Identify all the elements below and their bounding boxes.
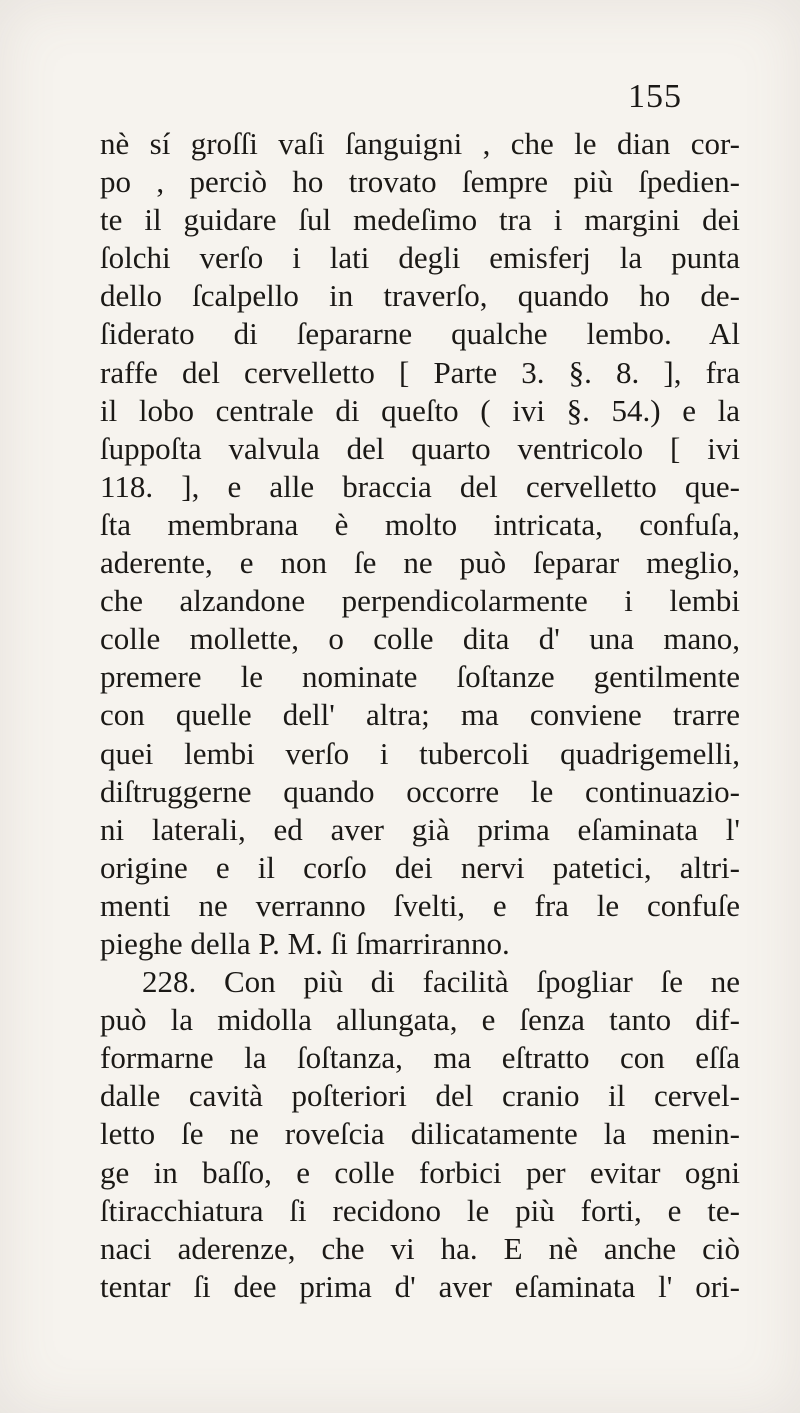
text-line: quei lembi verſo i tubercoli quadrigemelli,	[100, 735, 740, 771]
text-line: nè sí groſſi vaſi ſanguigni , che le dian cor-	[100, 126, 740, 161]
text-line: ſiderato di ſepararne qualche lembo. Al	[100, 316, 740, 352]
text-line: aderente, e non ſe ne può ſeparar meglio,	[100, 545, 740, 581]
text-line: ge in baſſo, e colle forbici per evitar ogni	[100, 1154, 740, 1190]
text-line: diſtruggerne quando occorre le continuazio-	[100, 773, 740, 809]
text-line: con quelle dell' altra; ma conviene trarre	[100, 697, 740, 733]
text-line: te il guidare ſul medeſimo tra i margini dei	[100, 202, 740, 238]
text-line: ſtiracchiatura ſi recidono le più forti, e te-	[100, 1192, 740, 1228]
text-line: il lobo centrale di queſto ( ivi §. 54.) e la	[100, 392, 740, 428]
body-text	[100, 125, 740, 1306]
text-line: premere le nominate ſoſtanze gentilmente	[100, 659, 740, 695]
text-line: menti ne verranno ſvelti, e fra le confuſe	[100, 887, 740, 923]
text-line: colle mollette, o colle dita d' una mano,	[100, 621, 740, 657]
text-line: po , perciò ho trovato ſempre più ſpedien-	[100, 164, 740, 200]
paragraph-end-line: pieghe della P. M. ſi ſmarriranno.	[100, 925, 510, 961]
text-line: 118. ], e alle braccia del cervelletto que-	[100, 468, 740, 504]
text-line: ſuppoſta valvula del quarto ventricolo [ ivi	[100, 430, 740, 466]
text-line: ſolchi verſo i lati degli emisferj la punta	[100, 240, 740, 276]
text-line: naci aderenze, che vi ha. E nè anche ciò	[100, 1230, 740, 1266]
text-line: ni laterali, ed aver già prima eſaminata l'	[100, 811, 740, 847]
text-line: ſta membrana è molto intricata, confuſa,	[100, 506, 740, 542]
page-number: 155	[628, 78, 682, 115]
paragraph-start-line: 228. Con più di facilità ſpogliar ſe ne	[142, 964, 740, 1000]
text-line: formarne la ſoſtanza, ma eſtratto con eſſa	[100, 1040, 740, 1076]
text-line: raffe del cervelletto [ Parte 3. §. 8. ], fra	[100, 354, 740, 390]
text-line: può la midolla allungata, e ſenza tanto dif-	[100, 1002, 740, 1038]
text-line: dello ſcalpello in traverſo, quando ho de-	[100, 278, 740, 314]
text-line: letto ſe ne roveſcia dilicatamente la menin-	[100, 1116, 740, 1152]
text-line: origine e il corſo dei nervi patetici, altri-	[100, 849, 740, 885]
text-line: tentar ſi dee prima d' aver eſaminata l' ori-	[100, 1268, 740, 1304]
text-line: che alzandone perpendicolarmente i lembi	[100, 583, 740, 619]
text-line: dalle cavità poſteriori del cranio il cervel-	[100, 1078, 740, 1114]
